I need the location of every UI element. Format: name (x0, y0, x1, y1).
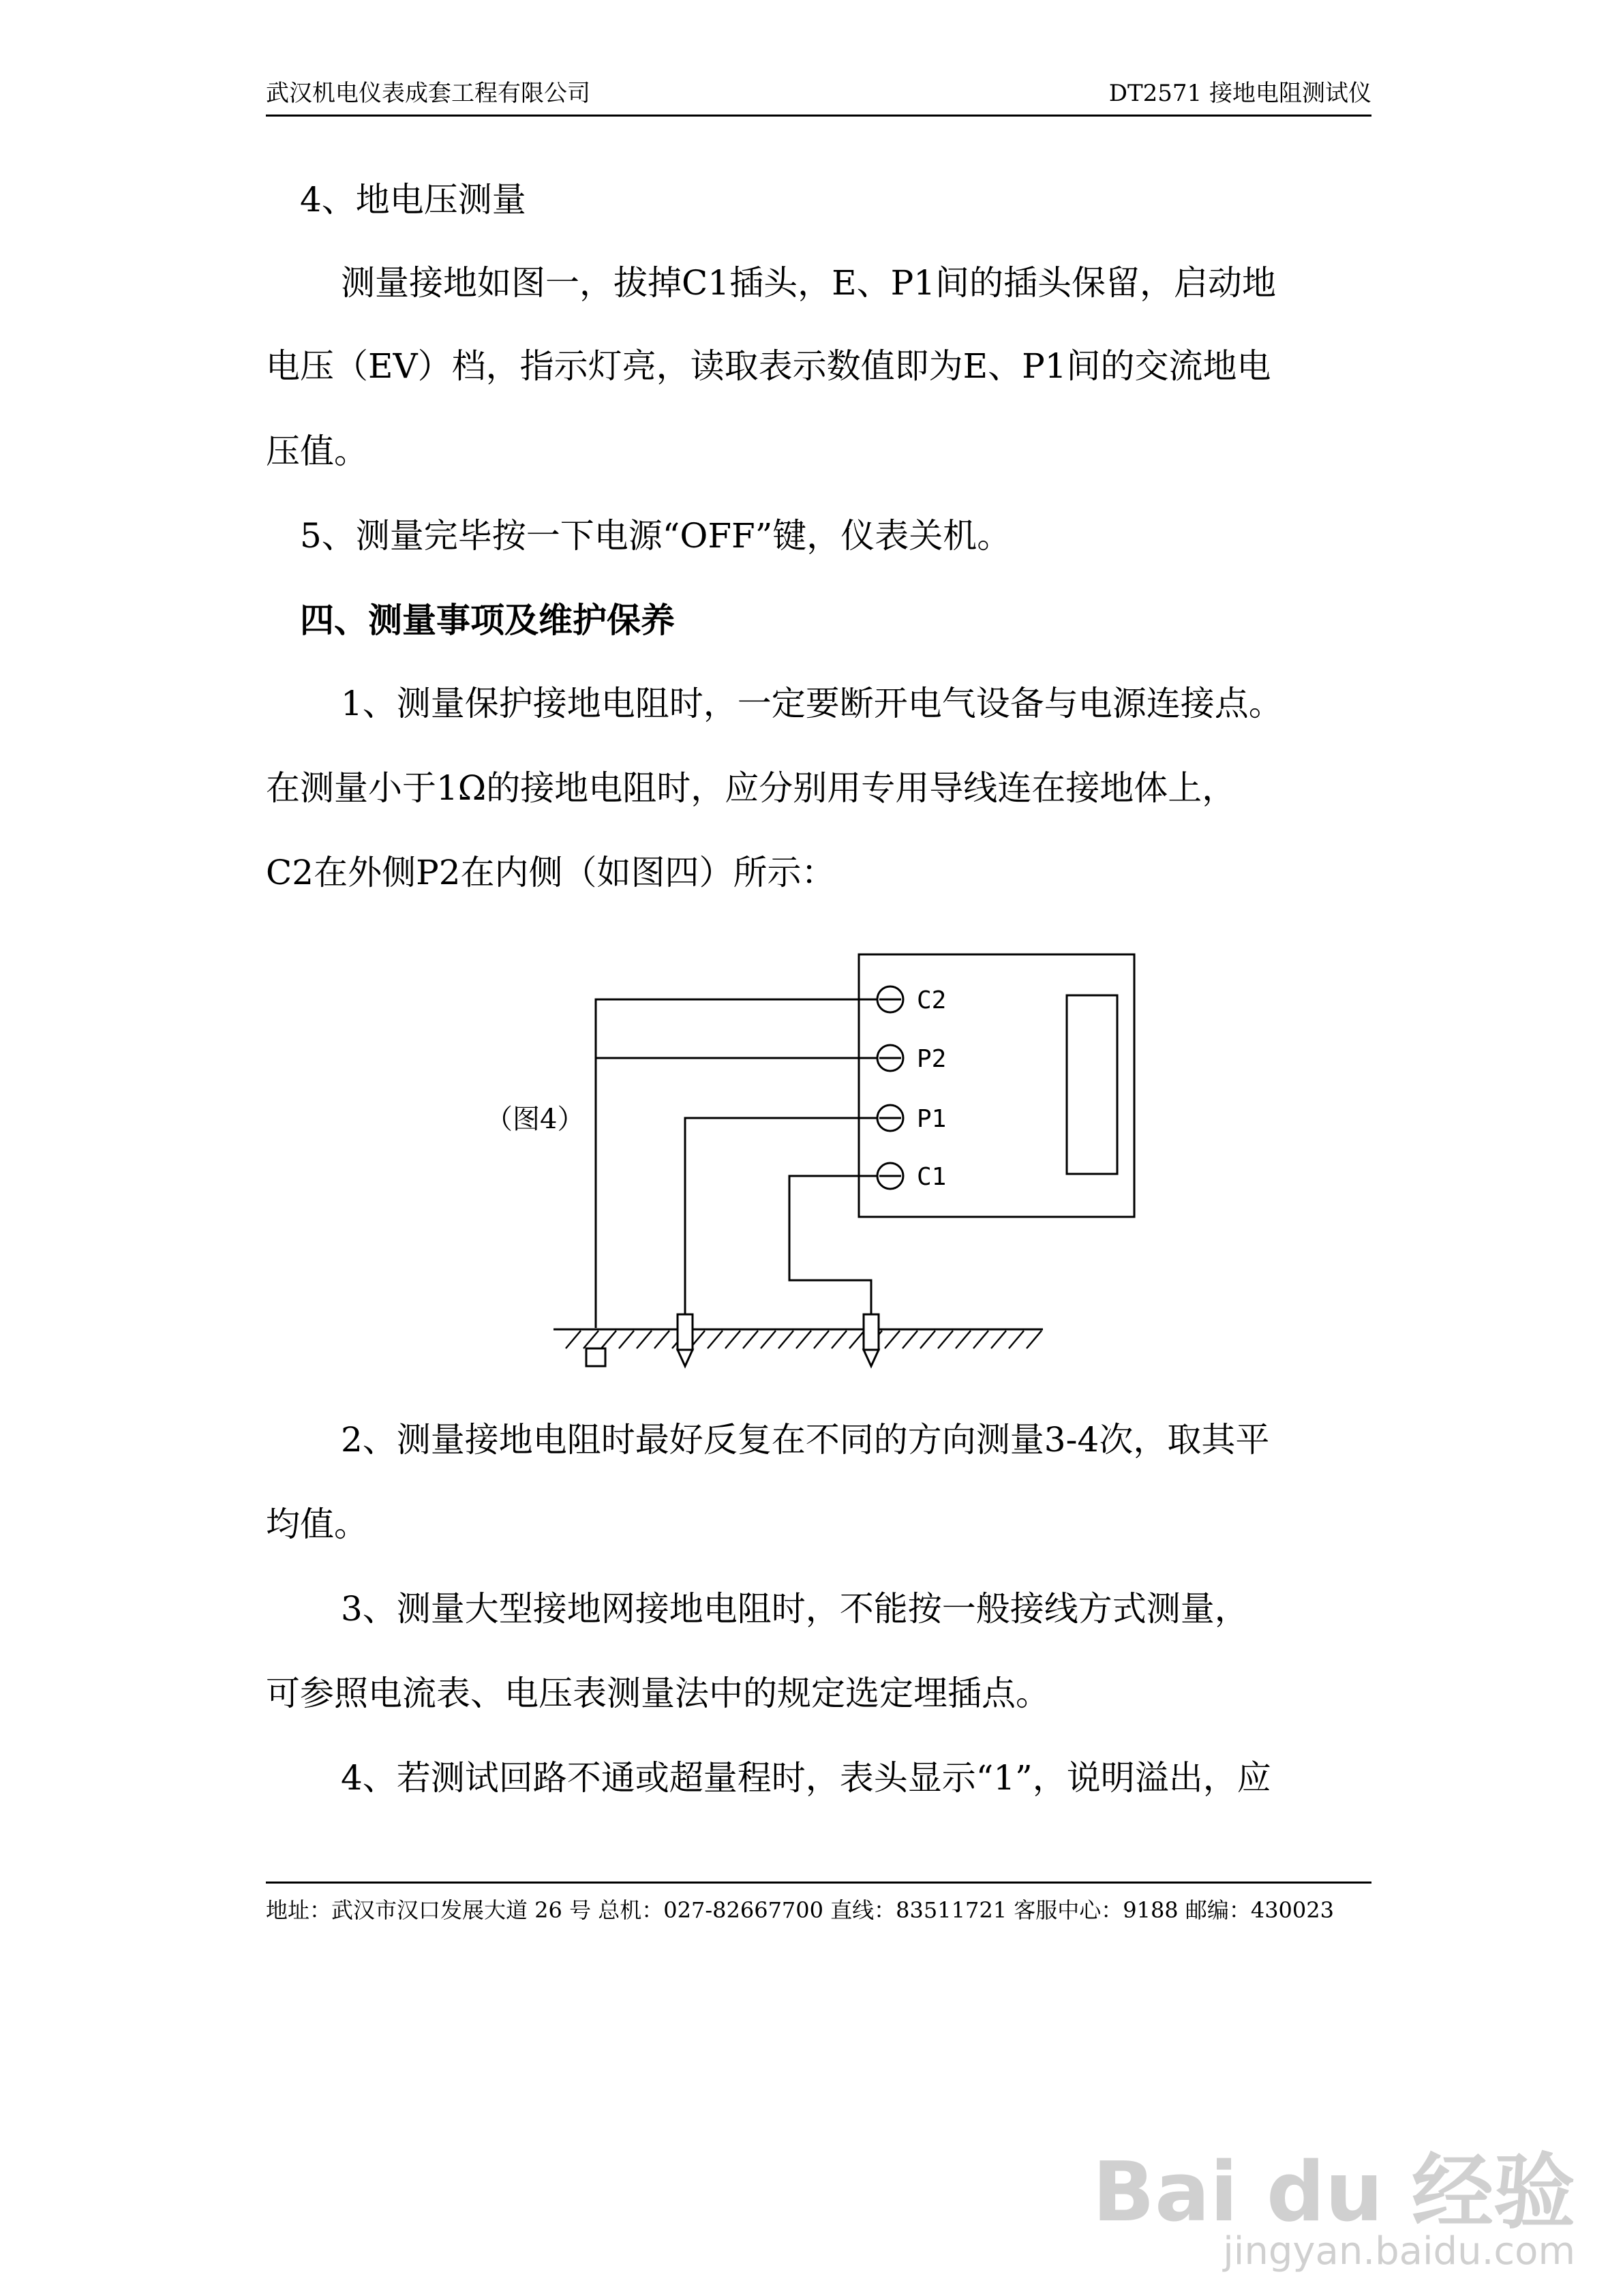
hatch-stroke (637, 1331, 652, 1348)
header-company: 武汉机电仪表成套工程有限公司 (266, 80, 590, 107)
hatch-stroke (708, 1331, 723, 1348)
terminal-label-c2: C2 (917, 986, 947, 1014)
hatch-stroke (902, 1331, 917, 1348)
terminal-label-p2: P2 (917, 1045, 947, 1073)
terminal-label-p1: P1 (917, 1105, 947, 1133)
para-note4-line1: 4、若测试回路不通或超量程时，表头显示“1”，说明溢出，应 (341, 1758, 1271, 1798)
para-ground-voltage-line3: 压值。 (266, 432, 368, 471)
hatch-stroke (832, 1331, 847, 1348)
display-window (1067, 995, 1117, 1174)
hatch-stroke (973, 1331, 988, 1348)
page-footer (266, 1882, 1371, 1924)
hatch-stroke (849, 1331, 864, 1348)
hatch-stroke (761, 1331, 776, 1348)
para-ground-voltage-line1: 测量接地如图一，拔掉C1插头，E、P1间的插头保留，启动地 (341, 263, 1277, 303)
hatch-stroke (1009, 1331, 1024, 1348)
diagram-caption: （图4） (485, 1104, 585, 1135)
section-heading-4: 四、测量事项及维护保养 (300, 600, 675, 640)
footer-contact: 地址：武汉市汉口发展大道 26 号 总机：027-82667700 直线：83511721 客服中心：9188 邮编：430023 (266, 1897, 1334, 1923)
hatch-stroke (743, 1331, 758, 1348)
grounding-body (586, 1348, 605, 1366)
para-note2-line2: 均值。 (266, 1505, 368, 1544)
ground-hatching (566, 1331, 1042, 1348)
hatch-stroke (991, 1331, 1006, 1348)
watermark-logo: Bai du 经验 (1092, 2145, 1575, 2240)
header-product: DT2571 接地电阻测试仪 (1108, 80, 1371, 107)
instrument-box (859, 954, 1134, 1217)
watermark-url: jingyan.baidu.com (1223, 2229, 1575, 2274)
hatch-stroke (814, 1331, 829, 1348)
hatch-stroke (885, 1331, 900, 1348)
para-ground-voltage-title: 4、地电压测量 (300, 180, 526, 220)
para-note3-line2: 可参照电流表、电压表测量法中的规定选定埋插点。 (266, 1674, 1050, 1713)
probe-p1 (678, 1314, 693, 1350)
para-ground-voltage-line2: 电压（EV）档，指示灯亮，读取表示数值即为E、P1间的交流地电 (266, 346, 1271, 386)
para-note1-line1: 1、测量保护接地电阻时，一定要断开电气设备与电源连接点。 (341, 684, 1283, 723)
hatch-stroke (796, 1331, 811, 1348)
para-note3-line1: 3、测量大型接地网接地电阻时，不能按一般接线方式测量， (341, 1589, 1249, 1629)
probe-p1-tip (678, 1350, 693, 1366)
probe-c1 (864, 1314, 879, 1350)
hatch-stroke (938, 1331, 953, 1348)
wire-c1 (789, 1176, 877, 1314)
para-note1-line3: C2在外侧P2在内侧（如图四）所示： (266, 853, 836, 892)
hatch-stroke (619, 1331, 634, 1348)
hatch-stroke (601, 1331, 616, 1348)
hatch-stroke (920, 1331, 935, 1348)
wire-c2 (596, 999, 877, 1328)
hatch-stroke (956, 1331, 971, 1348)
para-power-off: 5、测量完毕按一下电源“OFF”键，仪表关机。 (300, 516, 1012, 556)
probe-c1-tip (864, 1350, 879, 1366)
para-note2-line1: 2、测量接地电阻时最好反复在不同的方向测量3-4次，取其平 (341, 1420, 1270, 1460)
hatch-stroke (725, 1331, 740, 1348)
terminal-label-c1: C1 (917, 1163, 947, 1191)
hatch-stroke (1027, 1331, 1042, 1348)
hatch-stroke (566, 1331, 581, 1348)
hatch-stroke (583, 1331, 598, 1348)
hatch-stroke (654, 1331, 669, 1348)
wire-p1 (685, 1118, 877, 1314)
hatch-stroke (778, 1331, 793, 1348)
para-note1-line2: 在测量小于1Ω的接地电阻时，应分别用专用导线连在接地体上， (266, 768, 1237, 808)
